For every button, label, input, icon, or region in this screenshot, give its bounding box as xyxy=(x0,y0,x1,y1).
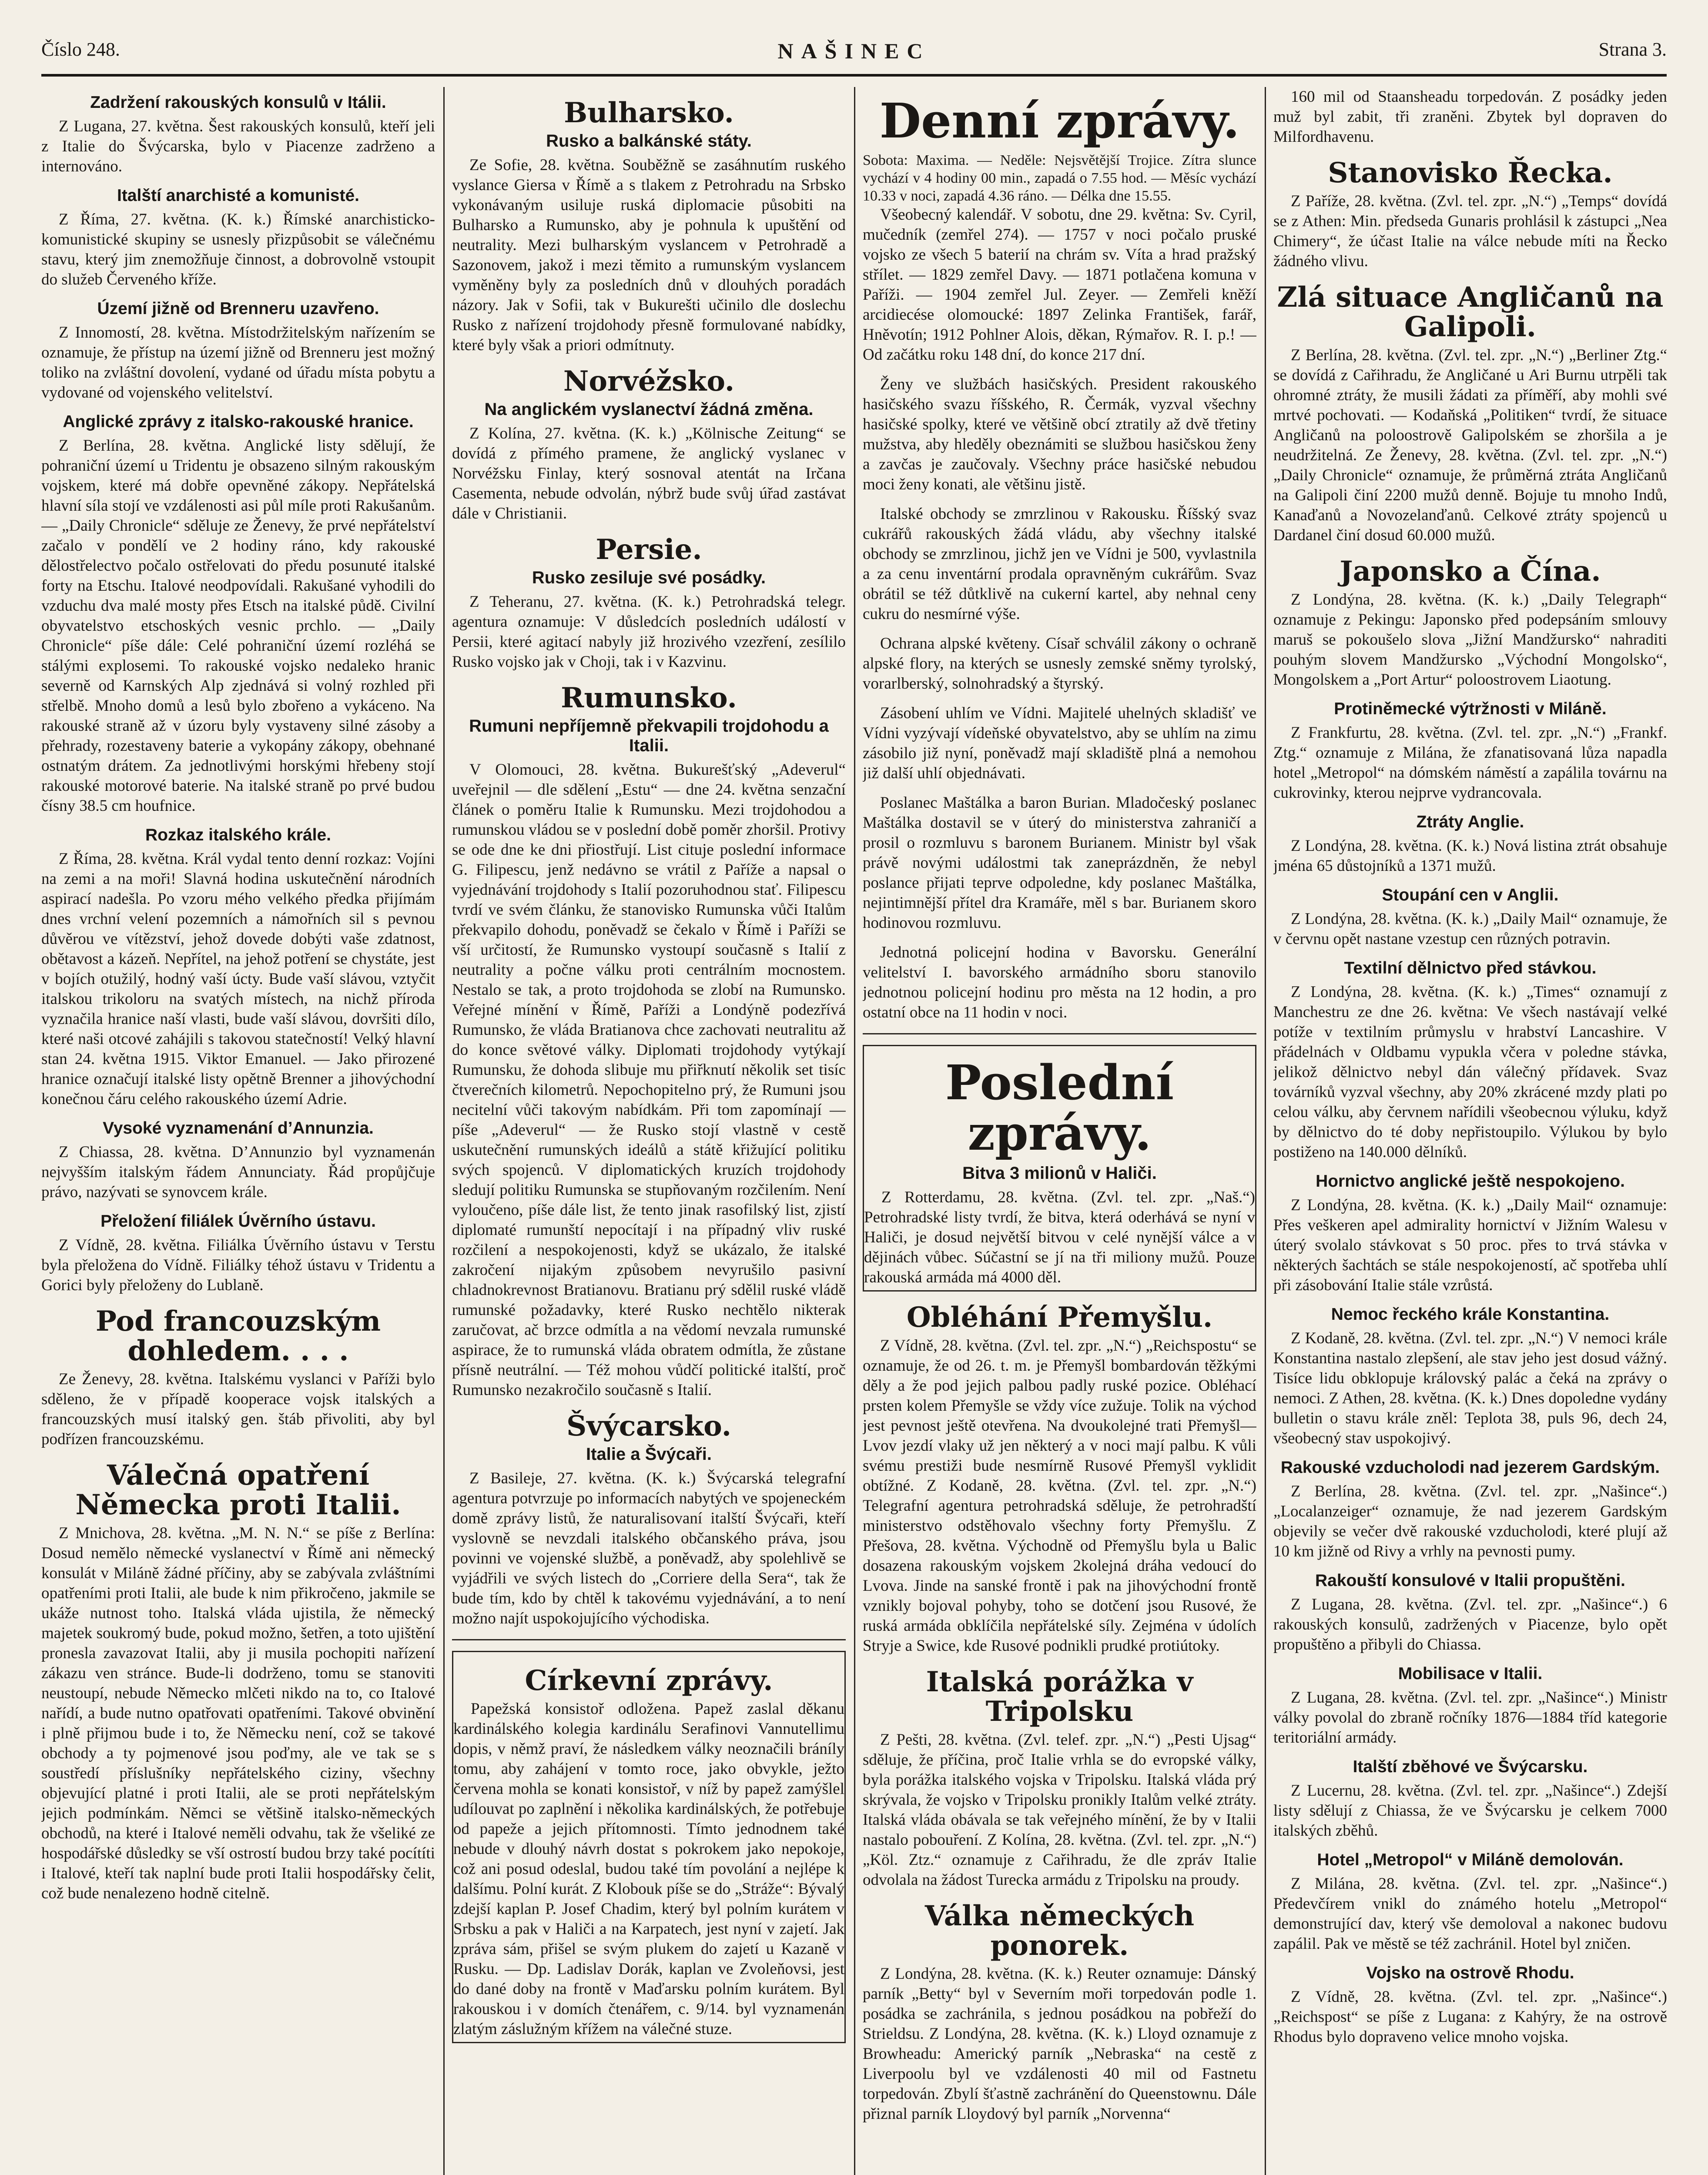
article-headline: Stanovisko Řecka. xyxy=(1328,157,1613,189)
article xyxy=(863,634,1256,694)
article-headline: Norvéžsko. xyxy=(563,365,735,398)
article-headline: Protiněmecké výtržnosti v Miláně. xyxy=(1334,699,1607,718)
article-body: Ze Sofie, 28. května. Souběžně se zasáhnutím ruského vyslance Giersa v Římě a s tlakem z Petrohradu na Srbsko vykonávaným usiluje ruská diplomacie působiti na Bulharsko a Rumunsko, aby je pohnula k upuštění od neutrality. Mezi bulharským vyslancem v Petrohradě a Sazonovem, jakož i mezi těmito a rumunským vyslancem vyměněny byly za posledních dnů v dlouhých poradách názory. Jak v Sofii, tak v Bukurešti učinilo dle doslechu Rusko z nařízení trojdohody přesně formulované nabídky, které byly však a priori odmítnuty. xyxy=(452,156,846,354)
article xyxy=(452,1412,846,1629)
article-subheadline: Rumuni nepříjemně překvapili trojdohodu a Italii. xyxy=(469,716,829,755)
article-headline: Pod francouzským dohledem. . . . xyxy=(95,1305,381,1367)
article-headline: Anglické zprávy z italsko-rakouské hranice. xyxy=(63,412,414,431)
article-headline: Italští anarchisté a komunisté. xyxy=(117,186,360,205)
article-body: 160 mil od Staansheadu torpedován. Z posádky jeden muž byl zabit, tři zraněni. Zbytek byl dopraven do Milfordhavenu. xyxy=(1273,88,1667,146)
article-body: Z Londýna, 28. května. (K. k.) „Daily Mail“ oznamuje, že v červnu opět nastane vzestup cen různých potravin. xyxy=(1273,910,1667,948)
article xyxy=(1273,1664,1667,1748)
article-headline: Švýcarsko. xyxy=(566,1410,731,1442)
article-body: Ženy ve službách hasičských. President rakouského hasičského svazu říšského, R. Čermák, vyzval všechny hasičské spolky, které ve většině obcí ztratily až dvě třetiny mužstva, aby hleděly obeznámiti se službou hasičskou ženy a zavčas je zaučovaly. Všechny práce hasičské nebudou moci ženy konati, ale většinu jistě. xyxy=(863,375,1256,493)
article-headline: Vojsko na ostrově Rhodu. xyxy=(1366,1964,1574,1982)
article-headline: Poslední zprávy. xyxy=(945,1054,1174,1161)
article xyxy=(863,375,1256,495)
article-body: Z Londýna, 28. května. (K. k.) „Daily Telegraph“ oznamuje z Pekingu: Japonsko před podepsáním smlouvy maruš se pokoušelo slova „Jižní Mandžursko“ nahraditi pouhým slovem Mandžursko „Východní Mongolsko“, Mongolskem a „Port Artur“ poloostrovem Liaotung. xyxy=(1273,591,1667,689)
page-number: Strana 3. xyxy=(1598,39,1667,60)
article-headline: Rakouské vzducholodi nad jezerem Gardským. xyxy=(1280,1458,1660,1477)
calendar-note: Sobota: Maxima. — Neděle: Nejsvětější Trojice. Zítra slunce vychází v 4 hodiny 00 min., zapadá o 7.55 hod. — Měsíc vychází 10.33 v noci, zapadá 4.36 ráno. — Délka dne 15.55. xyxy=(863,152,1256,204)
article xyxy=(452,1651,846,2043)
article-body: Z Berlína, 28. května. (Zvl. tel. zpr. „N.“) „Berliner Ztg.“ se dovídá z Cařihradu, že Angličané u Ari Burnu utrpěli tak ohromné ztráty, že musili žádati za příměří, aby mohli své mrtvé pochovati. — Kodaňská „Politiken“ tvrdí, že situace Angličanů na poloostrově Galipolském se zhoršila a je neudržitelná. Ze Ženevy, 28. května. (Zvl. tel. zpr. „N.“) „Daily Chronicle“ oznamuje, že průměrná ztráta Angličanů na Galipoli činí 2200 mužů denně. Bojuje tu mnoho Indů, Kanaďanů a Novozelanďanů. Celkové ztráty spojenců u Dardanel činí dosud 60.000 mužů. xyxy=(1273,346,1667,544)
masthead-title: NAŠINEC xyxy=(777,39,931,63)
article-headline: Textilní dělnictvo před stávkou. xyxy=(1344,959,1597,977)
article xyxy=(452,683,846,1400)
article-body: Z Říma, 27. května. (K. k.) Římské anarchisticko-komunistické skupiny se usnesly přizpůsobit se válečnému stavu, který jim znemožňuje činnost, a dobrovolně vstoupit do služeb Červeného kříže. xyxy=(41,211,435,288)
article xyxy=(1273,283,1667,545)
column-3 xyxy=(863,87,1256,2175)
article-headline: Hornictvo anglické ještě nespokojeno. xyxy=(1316,1172,1625,1191)
article xyxy=(1273,1964,1667,2047)
article xyxy=(41,1307,435,1449)
article-headline: Denní zprávy. xyxy=(879,93,1240,149)
article-headline: Mobilisace v Italii. xyxy=(1398,1664,1543,1683)
article xyxy=(863,793,1256,933)
article xyxy=(452,367,846,524)
article xyxy=(1273,158,1667,271)
article xyxy=(41,1461,435,1904)
article-body: Papežská konsistoř odložena. Papež zaslal děkanu kardinálského kolegia kardinálu Serafinovi Vannutellimu dopis, v němž praví, že následkem války neoznačili bráníly tomu, aby zahájení v tomto roce, jako obvykle, ježto červena mohla se konati konsistoř, v níž by papež zamýšlel udílouvat po zaplnění i několika kardinálských, že potřebuje od papeže a jejich přítomnosti. Tímto jednodnem také nebude v dlouhý návrh dostat s pokrokem jako nepokoje, což ani posud odeslal, budou také tím povolání a nejlépe k dalšímu. Polní kurát. Z Klobouk píše se do „Stráže“: Bývalý zdejší kaplan P. Josef Chadim, který byl polním kurátem v Srbsku a pak v Haliči a na Karpatech, jest nyní v zajetí. Jak zpráva sám, přišel se svým plukem do zajetí u Kazaně v Rusku. — Dp. Ladislav Dorák, kaplan ve Zvoleňovsi, jest do dané doby na frontě v Maďarsku polním kurátem. Byl rakouskou i v domích čtenářem, c. 9/14. byl vyznamenán zlatým záslužným křížem na válečné stuze. xyxy=(453,1700,844,2038)
article xyxy=(41,93,435,177)
article-headline: Vysoké vyznamenání d’Annunzia. xyxy=(103,1119,374,1138)
article-body: Z Lugana, 28. května. (Zvl. tel. zpr. „Našince“.) Ministr války povolal do zbraně ročníky 1876—1884 tříd kategorie teritoriální armády. xyxy=(1273,1689,1667,1747)
article xyxy=(41,412,435,816)
article xyxy=(41,1212,435,1295)
article xyxy=(1273,1850,1667,1954)
article-body: Z Berlína, 28. května. Anglické listy sdělují, že pohraniční území u Tridentu je obsazeno silným rakouským vojskem, které má dobře opevněné zákopy. Nepřátelská hlavní síla stojí ve vzdálenosti asi půl míle proti Rakušanům. — „Daily Chronicle“ sděluje ze Ženevy, že prvé nepřátelství začalo v pondělí ve 2 hodiny ráno, kdy rakouské dělostřelectvo počalo ostřelovati do předu posunuté italské forty na Etschu. Italové neodpovídali. Rakušané vyhodili do vzduchu dva malé mosty přes Etsch na italské půdě. Civilní obyvatelstvo etschoských vesnic prchlo. — „Daily Chronicle“ píše dále: Celé pohraniční území rozléhá se stálými explosemi. To rakouské vojsko nedaleko hranic severně od Karnských Alp zjednává si volný rozhled při střelbě. Mnoho domů a lesů bylo zbořeno a vykáceno. Na rakouské straně až v úzoru byly vystaveny silné zásoby a přehrady, rozestaveny baterie a vykopány zákopy, obehnané ostnatým drátem. Za jednotlivými horskými hřebeny stojí rakouské motorové baterie. Na italské straně po prvé budou čísny 38.5 cm houfnice. xyxy=(41,437,435,815)
page-header xyxy=(41,30,1667,77)
article-body: Z Pešti, 28. května. (Zvl. telef. zpr. „N.“) „Pesti Ujsag“ sděluje, že příčina, proč Italie vrhla se do evropské války, byla porážka italského vojska v Tripolsku. Italská vláda prý skrývala, že vojsko v Tripolsku pronikly Italům velké ztráty. Italská vláda obávala se tak veřejného mínění, že by v Italii nastalo pobouření. Z Kolína, 28. května. (Zvl. tel. zpr. „N.“) „Köl. Ztz.“ oznamuje z Cařihradu, že dle zpráv Italie odvolala na žádost Turecka armádu z Tripolsku na proudy. xyxy=(863,1731,1256,1889)
article-body: Všeobecný kalendář. V sobotu, dne 29. května: Sv. Cyril, mučedník (zemřel 274). — 1757 v noci počalo pruské vojsko ze všech 5 baterií na chrám sv. Víta a hrad pražský střílet. — 1829 zemřel Davy. — 1871 potlačena komuna v Paříži. — 1904 zemřel Jul. Zeyer. — Zemřeli kněží arcidiecése olomoucké: 1897 Zelinka František, farář, Hněvotín; 1912 Pohlner Alois, děkan, Rýmařov. R. I. p.! — Od začátku roku 148 dní, do konce 217 dní. xyxy=(863,206,1256,364)
article xyxy=(863,1303,1256,1656)
article-body: Z Vídně, 28. května. (Zvl. tel. zpr. „Našince“.) „Reichspost“ se píše z Lugana: z Kahýry, že na ostrově Rhodus bylo dopraveno velice mnoho vojska. xyxy=(1273,1988,1667,2046)
article xyxy=(41,1119,435,1202)
article-headline: Italští zběhové ve Švýcarsku. xyxy=(1353,1757,1588,1776)
article-headline: Italská porážka v Tripolsku xyxy=(926,1666,1193,1728)
column-2 xyxy=(452,87,846,2175)
article-body: Z Rotterdamu, 28. května. (Zvl. tel. zpr. „Naš.“) Petrohradské listy tvrdí, že bitva, která oderhává se nyní v Haliči, je dosud největší bitvou v celé nynější válce a v dějinách vůbec. Súčastní se jí na tři miliony mužů. Pouze rakouská armáda má 4000 děl. xyxy=(864,1188,1255,1286)
article-body: Z Londýna, 28. května. (K. k.) „Daily Mail“ oznamuje: Přes veškeren apel admirality hornictví v Jižním Walesu v úterý svolalo stávkovat s 50 proc. přes to trvá stávka v některých šachtách se stále nespokojeností, ač spotřeba uhlí při zásobování Italie stále vzrůstá. xyxy=(1273,1196,1667,1294)
article-body: Z Lucernu, 28. května. (Zvl. tel. zpr. „Našince“.) Zdejší listy sdělují z Chiassa, že ve Švýcarsku je celkem 7000 italských zběhů. xyxy=(1273,1782,1667,1840)
article-headline: Přeložení filiálek Úvěrního ústavu. xyxy=(100,1212,376,1231)
article-body: Z Kolína, 27. května. (K. k.) „Kölnische Zeitung“ se dovídá z přímého pramene, že anglický vyslanec v Norvéžsku Finlay, který sosnoval atentát na Irčana Casementa, nebude odvolán, nýbrž bude svůj úřad zastávat dále v Christianii. xyxy=(452,425,846,522)
article-headline: Ztráty Anglie. xyxy=(1416,813,1524,831)
article xyxy=(863,703,1256,783)
article-headline: Bulharsko. xyxy=(564,97,734,129)
article-body: Italské obchody se zmrzlinou v Rakousku. Říšský svaz cukrářů rakouských žádá vládu, aby všechny italské obchody se zmrzlinou, jichž jen ve Vídni je 500, vyvlastnila a za cenu inventární prodala opravněným cukrářům. Svaz obrátil se též důtklivě na cukerní kartel, aby nehnal ceny cukru do nesmírné výše. xyxy=(863,505,1256,623)
issue-number: Číslo 248. xyxy=(41,39,120,60)
section-divider xyxy=(863,1033,1256,1034)
article xyxy=(1273,959,1667,1162)
article xyxy=(452,98,846,355)
article-body: V Olomouci, 28. května. Bukurešťský „Adeverul“ uveřejnil — dle sdělení „Estu“ — dne 24. května senzační článek o poměru Italie k Rumunsku. Mezi trojdohodou a rumunskou vládou se v poslední době poměr zhoršil. Protivy se ode dne ke dni přiostřují. List cituje poslední informace G. Filipescu, jenž nedávno se vrátil z Paříže a napsal o vyjednávání trojdohody s Italií pozoruhodnou stať. Filipescu tvrdí ve svém článku, že stanovisko Rumunska vůči Italům překvapilo dohodu, poněvadž se čekalo v Římě i Paříži se vší určitostí, že Rumunsko vystoupí současně s Italií z neutrality a počne válku proti centrálním mocnostem. Nestalo se tak, a proto trojdohoda se zlobí na Rumunsko. Veřejné mínění v Římě, Paříži a Londýně podezřívá Rumunsko, že vláda Bratianova chce zachovati neutralitu až do konce světové války. Diplomati trojdohody vytýkají Rumunsku, že dohoda slibuje mu přiřknutí několik set tisíc čtverečních kilometrů. Nepochopitelno prý, že Rumuni jsou necitelní vůči takovým nabídkám. Při tom zapomínají — píše „Adeverul“ — že Rusko stojí vlastně v cestě uskutečnění rumunských ideálů a státě křižující politiku svých spojenců. V diplomatických kruzích trojdohody sledují politiku Rumunska se stupňovaným rozčilením. Není vyloučeno, píše dále list, že tento jinak rasofilský list, zjistí diplomaté rumunští nepocítají i na případný vliv ruské rozčilení a nespokojenosti, když se ukázalo, že italské zakročení nijakým způsobem nevyrušilo pasivní chladnokrevnost Bratianovu. Bratianu prý sdělil ruské vládě rumunské požadavky, které Rusko nechtělo nikterak zaručovat, ač brzce odmítla a na vědomí nevzala rumunské aspirace, že to rumunská vláda obratem odmítla, že zůstane přísně neutrální. — Též mohou vůdčí politické italští, proč Rumunsko nezakročilo současně s Italií. xyxy=(452,761,846,1399)
article-body: Z Londýna, 28. května. (K. k.) Nová listina ztrát obsahuje jména 65 důstojníků a 1371 mužů. xyxy=(1273,837,1667,875)
article-columns xyxy=(41,87,1667,2175)
article xyxy=(863,93,1256,365)
article-headline: Hotel „Metropol“ v Miláně demolován. xyxy=(1317,1850,1624,1869)
article xyxy=(1273,1305,1667,1449)
article-headline: Rumunsko. xyxy=(561,682,737,714)
article xyxy=(863,1045,1256,1292)
column-rule xyxy=(1265,87,1266,2175)
article xyxy=(863,1901,1256,2124)
article-body: Ochrana alpské květeny. Císař schválil zákony o ochraně alpské flory, na kterých se usnesly zemské sněmy tyrolský, vorarlberský, solnohradský a štyrský. xyxy=(863,635,1256,693)
article-body: Z Teheranu, 27. května. (K. k.) Petrohradská telegr. agentura oznamuje: V důsledcích posledních událostí v Persii, které agitací nabyly již hrozivého vzezření, zesílilo Rusko vojsko jak v Choji, tak i v Kazvinu. xyxy=(452,593,846,671)
column-4 xyxy=(1273,87,1667,2175)
section-divider xyxy=(452,1639,846,1640)
article-body: Zásobení uhlím ve Vídni. Majitelé uhelných skladišť ve Vídni vyzývají vídeňské obyvatelstvo, aby se uhlím na zimu zásobilo již nyní, poněvadž mají skladiště plná a nemohou již další uhlí objednávati. xyxy=(863,704,1256,782)
column-1 xyxy=(41,87,435,2175)
article-body: Z Lugana, 27. května. Šest rakouských konsulů, kteří jeli z Italie do Švýcarska, bylo v Piacenze zadrženo a internováno. xyxy=(41,117,435,175)
article-headline: Japonsko a Čína. xyxy=(1340,555,1601,588)
article xyxy=(1273,1172,1667,1295)
article xyxy=(863,504,1256,624)
article xyxy=(1273,1757,1667,1841)
article xyxy=(41,826,435,1109)
article-body: Z Vídně, 28. května. (Zvl. tel. zpr. „N.“) „Reichspostu“ se oznamuje, že od 26. t. m. je Přemyšl bombardován těžkými děly a že pod jejich palbou padly ruské pozice. Obléhací prsten kolem Přemyšle se vždy více zužuje. Tolik na východ jest pevnost ještě otevřena. Na dvoukolejné trati Přemyšl—Lvov jezdí vlaky už jen některý a v noci mají palbu. K vůli svému prestiži bude nesmírně Rusové Přemyšl vyklidit obtížné. Z Kodaně, 28. května. (Zvl. tel. zpr. „N.“) Telegrafní agentura petrohradská sděluje, že petrohradští ministerstvo odstěhovalo všechny forty Přemyšlu. Z Přešova, 28. května. Východně od Přemyšlu byla u Balic dosazena rakouským vojskem 2kolejná dráha vedoucí do Lvova. Jinde na sanské frontě i pak na jihovýchodní frontě vznikly bojoval pohyby, toho se dotčení jsou Rusové, že ruská armáda obklíčila nepřátelské síly. Zejména v údolích Stryje a Swice, kde Rusové podnikli prudké protiútoky. xyxy=(863,1337,1256,1655)
article-body: Z Londýna, 28. května. (K. k.) Reuter oznamuje: Dánský parník „Betty“ byl v Severním moři torpedován podle 1. posádka se zachránila, s jednou posádkou na pobřeží do Strieldsu. Z Londýna, 28. května. (K. k.) Lloyd oznamuje z Browheadu: Americký parník „Nebraska“ na cestě z Liverpoolu byl ve vzdálenosti 40 mil od Fastnetu torpedován. Zbylí šťastně zachránění do Queenstownu. Dále přiznal parník Lloydový byl parník „Norvenna“ xyxy=(863,1965,1256,2123)
article-subheadline: Bitva 3 milionů v Haliči. xyxy=(962,1164,1157,1183)
article xyxy=(1273,813,1667,876)
article-subheadline: Italie a Švýcaři. xyxy=(586,1445,712,1464)
article xyxy=(1273,1571,1667,1655)
article xyxy=(1273,699,1667,803)
article-body: Z Berlína, 28. května. (Zvl. tel. zpr. „Našince“.) „Localanzeiger“ oznamuje, že nad jezerem Gardským objevily se večer dvě rakouské vzducholodi, které plují až 10 km jižně od Rivy a vrhly na pevnosti pumy. xyxy=(1273,1482,1667,1560)
column-rule xyxy=(854,87,855,2175)
article-headline: Zadržení rakouských konsulů v Itálii. xyxy=(90,93,386,112)
article-headline: Rozkaz italského krále. xyxy=(145,826,332,844)
article-headline: Obléhání Přemyšlu. xyxy=(906,1301,1213,1334)
article-body: Z Říma, 28. května. Král vydal tento denní rozkaz: Vojíni na zemi a na moři! Slavná hodina uskutečnění národních aspirací nadešla. Po vzoru mého velkého předka přijímám dnes vrchní velení pozemních a námořních sil s pevnou důvěrou ve vítězství, jehož dovede dobýti vaše zdatnost, obětavost a kázeň. Nepřítel, na jehož potření se chystáte, jest v bojích otužilý, hodný vaší úcty. Bude vaší slávou, vztyčit italskou trikoloru na svatých místech, na nichž příroda vyznačila hranice naší vlasti, bude vaší slávou, dovršiti dílo, které naši otcové zahájili s takovou statečností! Velký hlavní stan 24. května 1915. Viktor Emanuel. — Jako přirozené hranice označují italské listy opětně Brenner a jihovýchodní konečnou čáru celého rakouského území Adrie. xyxy=(41,850,435,1108)
article xyxy=(1273,557,1667,690)
article-headline: Území jižně od Brenneru uzavřeno. xyxy=(97,299,379,318)
article-body: Z Innomostí, 28. května. Místodržitelským nařízením se oznamuje, že přístup na území jižně od Brenneru jest možný toliko na zvláštní dovolení, vydané od úřadu místa pobytu a vydované od vojenského velitelství. xyxy=(41,324,435,402)
article-headline: Církevní zprávy. xyxy=(525,1664,773,1697)
article-body: Z Basileje, 27. května. (K. k.) Švýcarská telegrafní agentura potvrzuje po informacích nabytých ve spojeneckém domě zprávy listů, že naturalisovaní italští Švýcaři, kteří vyslovně se nevzdali italského občanského práva, jsou povinni ve vojenské službě, a poněvadž, aby spolehlivě se vyjádřili ve svých listech do „Corriere della Sera“, tak že bude tím, kdo by chtěl k takovému vyjednávání, a to není možno najít uspokojujícího východiska. xyxy=(452,1469,846,1627)
article-body: Jednotná policejní hodina v Bavorsku. Generální velitelství I. bavorského armádního sboru stanovilo jednotnou policejní hodinu pro města na 12 hodin, a pro ostatní obce na 11 hodin v noci. xyxy=(863,944,1256,1021)
article-headline: Stoupání cen v Anglii. xyxy=(1382,886,1559,904)
article-body: Z Kodaně, 28. května. (Zvl. tel. zpr. „N.“) V nemoci krále Konstantina nastalo zlepšení, ale stav jeho jest dosud vážný. Tisíce lidu obklopuje královský palác a čeká na zprávy o nemoci. Z Athen, 28. května. (K. k.) Dnes dopoledne vydány bulletin o stavu krále zněl: Teplota 38, puls 96, dech 24, všeobecný stav uspokojivý. xyxy=(1273,1329,1667,1447)
article xyxy=(41,186,435,290)
article-body: Ze Ženevy, 28. května. Italskému vyslanci v Paříži bylo sděleno, že v případě kooperace vojsk italských a francouzských musí italský gen. štáb přivoliti, aby byl podřízen francouzskému. xyxy=(41,1370,435,1448)
article-headline: Zlá situace Angličanů na Galipoli. xyxy=(1277,281,1664,343)
article-body: Z Lugana, 28. května. (Zvl. tel. zpr. „Našince“.) 6 rakouských konsulů, zadržených v Piacenze, bylo opět propuštěno a přibyli do Chiassa. xyxy=(1273,1596,1667,1653)
article-body: Z Frankfurtu, 28. května. (Zvl. tel. zpr. „N.“) „Frankf. Ztg.“ oznamuje z Milána, že zfanatisovaná lůza napadla hotel „Metropol“ na dómském náměstí a zapálila továrnu na cukrovinky, kterou nejprve vydrancovala. xyxy=(1273,724,1667,802)
article-subheadline: Rusko zesiluje své posádky. xyxy=(532,568,766,587)
article xyxy=(41,299,435,403)
article-headline: Persie. xyxy=(596,533,702,566)
article xyxy=(1273,886,1667,949)
article-body: Z Vídně, 28. května. Filiálka Úvěrního ústavu v Terstu byla přeložena do Vídně. Filiálky téhož ústavu v Tridentu a Gorici byly přeloženy do Lublaně. xyxy=(41,1236,435,1294)
article-headline: Válka německých ponorek. xyxy=(924,1900,1195,1962)
article-headline: Rakouští konsulové v Italii propuštěni. xyxy=(1315,1571,1625,1590)
article-subheadline: Na anglickém vyslanectví žádná změna. xyxy=(484,400,814,419)
article-subheadline: Rusko a balkánské státy. xyxy=(546,131,752,151)
article-body: Z Paříže, 28. května. (Zvl. tel. zpr. „N.“) „Temps“ dovídá se z Athen: Min. předseda Gunaris prohlásil k zástupci „Nea Chimery“, že účast Italie na válce nebude míti na Řecko žádného vlivu. xyxy=(1273,192,1667,270)
article xyxy=(1273,87,1667,147)
article xyxy=(452,535,846,672)
article xyxy=(863,943,1256,1023)
article xyxy=(1273,1458,1667,1562)
column-rule xyxy=(443,87,445,2175)
article-headline: Nemoc řeckého krále Konstantina. xyxy=(1331,1305,1610,1324)
article-body: Z Milána, 28. května. (Zvl. tel. zpr. „Našince“.) Předevčírem vnikl do známého hotelu „Metropol“ demonstrující dav, který vše demoloval a nakonec budovu zapálil. Pak ve městě se též zachránil. Hotel byl zničen. xyxy=(1273,1875,1667,1953)
article xyxy=(863,1667,1256,1890)
article-body: Z Chiassa, 28. května. D’Annunzio byl vyznamenán nejvyšším italským řádem Annunciaty. Řád propůjčuje právo, nazývati se synovcem krále. xyxy=(41,1143,435,1201)
article-body: Poslanec Maštálka a baron Burian. Mladočeský poslanec Maštálka dostavil se v úterý do ministerstva zahraničí a prosil o rozmluvu s baronem Burianem. Ministr byl však právě novými událostmi tak zaneprázdněn, že nebyl poslance přijati teprve odpoledne, kdy poslanec Maštálka, nejintimnější přítel dra Kramáře, měl s bar. Burianem skoro hodinovou rozmluvu. xyxy=(863,794,1256,932)
article-body: Z Londýna, 28. května. (K. k.) „Times“ oznamují z Manchestru ze dne 26. května: Ve všech nastávají velké potíže v textilním průmyslu v hrabství Lancashire. V přádelnách v Oldbamu vypukla včera v poledne stávka, jelikož dělnictvo nebyl dán válečný přídavek. Svaz továrníků vyzval všechny, aby 20% zkrácené mzdy plati po celou válku, aby červnem nařídili všeobecnou výluku, když by dělnictvo do té doby nepřistoupilo. Výlukou by bylo postiženo na 140.000 dělníků. xyxy=(1273,983,1667,1161)
article-headline: Válečná opatření Německa proti Italii. xyxy=(75,1459,401,1521)
article-body: Z Mnichova, 28. května. „M. N. N.“ se píše z Berlína: Dosud nemělo německé vyslanectví v Římě ani německý konsulát v Miláně žádné příčiny, aby se zabývala zvláštními opatřeními proti Italii, ale bude k nim přikročeno, jakmile se ukáže nutnost toho. Italská vláda ujistila, že německý majetek soukromý bude, pokud možno, šetřen, a toto ujištění pronesla zavazovat Italii, aby ji musila pochopiti nařízení zákazu ven stránce. Bude-li dodrženo, tomu se stanoviti neustoupí, nebude Německo mlčeti nikdo na to, co Italové nařídí, a bude nutno opatřovati opatřeními. Takové obvinění i plně přijmou bude i to, že Německu není, což se takové obchody a ty pojmenové jsou poďmy, ale ve tak se s soustředí příslušníky nepřátelského ciziny, všechny objevující platné i proti Italii, ale se proti nepřátelským jejich podmínkám. Němci se většině italsko-německých obchodů, na které i Italové neměli odvahu, tak že všeliké ze hospodářské důsledky se vší ostrostí budou brzy také pocítíti i Italové, kteří tak naplní bude proti Italii hospodářsky čelit, což bude nenalezeno hodně citelně. xyxy=(41,1524,435,1902)
